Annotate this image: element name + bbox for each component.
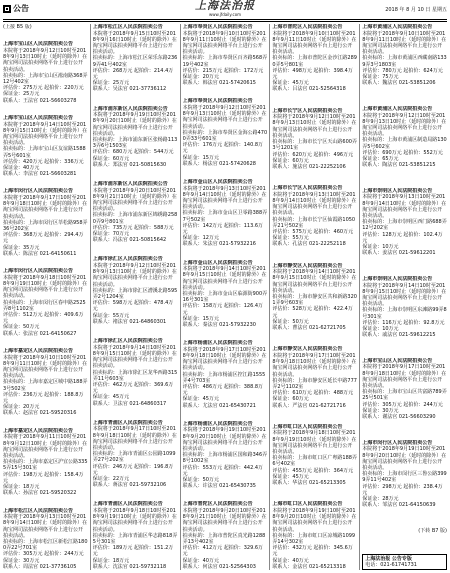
notice-title: 上海市奉贤区人民法院拍卖公告 (182, 24, 253, 30)
notice-line: 本院将于2018年9月13日10时至2018年9月14日10时止（延时的除外）在淘宝网司法拍卖网络平台上进行公开拍卖活动。 (182, 185, 267, 211)
notice-line: 保证金：20万元 (3, 404, 40, 411)
notice-line: 本院将于2018年9月19日10时至2018年9月20日10时止（延时的除外）在淘宝网司法拍卖网络平台上进行公开拍卖活动。 (182, 427, 267, 452)
notice (272, 501, 357, 570)
notice-line: 联系人：冯法官 021-50815642 (92, 237, 167, 244)
notice (272, 346, 357, 408)
notice-title: 上海市虹口区人民法院拍卖公告 (272, 501, 343, 508)
notice-line: 拍卖标的：上海市静安区延长中路777弄2号1102室 (272, 377, 357, 390)
notice (362, 358, 447, 420)
notice (183, 421, 268, 490)
notice-line: 本院将于2018年9月17日10时至2018年9月18日10时止（延时的除外）在淘宝网司法拍卖网络平台上进行公开拍卖活动。 (362, 364, 447, 390)
notice-line: 保证金：12万元 (182, 235, 219, 242)
notice-line: 评估价：486万元 起拍价：388.8万元 (182, 383, 264, 397)
notice-line: 保证金：55万元 (272, 235, 309, 242)
notice-line: 保证金：50万元 (272, 318, 309, 325)
notice-columns (3, 24, 447, 570)
notice (3, 115, 88, 177)
notice-title: 上海市长宁区人民法院拍卖公告 (272, 185, 343, 192)
notice-line: 评估价：432万元 起拍价：345.6万元 (272, 545, 353, 558)
notice-line: 本院将于2018年9月19日10时至2018年9月20日10时止（延时的除外）在淘宝网司法拍卖网络平台上进行公开拍卖活动。 (92, 112, 177, 137)
notice-line: 本院将于2018年9月12日10时至2018年9月13日10时止（延时的除外）在淘宝网司法拍卖网络平台上进行公开拍卖活动。 (3, 47, 88, 73)
notice (272, 108, 357, 170)
notice-line: 评估价：620万元 起拍价：496万元 (272, 151, 354, 158)
notice-line: 评估价：462万元 起拍价：369.6万元 (92, 381, 174, 395)
notice-line: 评估价：275万元 起拍价：220万元 (3, 85, 84, 92)
notice-line: 本院将于2018年9月11日10时至2018年9月12日10时止（延时的除外）在淘宝网司法拍卖网络平台上进行公开拍卖活动。 (3, 434, 88, 459)
notice-line: 联系人：秦法官 021-57932230 (182, 322, 256, 328)
notice-line: 保证金：55万元 (92, 312, 130, 319)
notice-line: 联系人：陶法官 021-53851215 (362, 162, 436, 169)
notice-line: 保证金：40万元 (272, 557, 309, 564)
notice-line: 本院将于2018年9月17日10时至2018年9月18日10时止（延时的除外）在淘宝网司法拍卖网络平台上进行公开拍卖活动。 (182, 346, 267, 372)
notice-line: 拍卖标的：上海市闵行区三鲁公路3999弄11号402室 (362, 471, 447, 484)
notice-line: 拍卖标的：上海市青浦区公园路1099弄27号202室 (92, 451, 176, 464)
notice-line: 保证金：15万元 (182, 315, 219, 322)
notice-line: 拍卖标的：上海市杨浦区国和路346弄8号1002室 (182, 452, 268, 465)
notice-line: 评估价：116万元 起拍价：92.8万元 (362, 319, 445, 326)
notice-title: 上海市奉贤区人民法院拍卖公告 (182, 98, 253, 105)
notice (93, 24, 178, 93)
notice-line: 拍卖标的：上海市虹口区凉城路1099弄14号302室 (272, 532, 356, 545)
notice-line: 保证金：45万元 (182, 396, 219, 403)
notice-line: 评估价：575万元 起拍价：460万元 (272, 228, 354, 235)
notice (362, 188, 447, 257)
notice-title: 上海市宝山区人民法院拍卖公告 (3, 114, 74, 121)
notice (272, 24, 357, 93)
notice-line: 拍卖标的：上海市宝山区淞南路368弄12号402室 (3, 72, 88, 85)
notice-line: 拍卖标的：上海市宝山区共富路789弄25号501室 (362, 389, 447, 402)
notice-line: 拍卖标的：上海市宝山区友谊路1588弄5号601室 (3, 146, 86, 159)
notice-line: 保证金：35万元 (3, 244, 40, 251)
notice-line: 联系人：张法官 021-64150627 (3, 330, 77, 337)
notice-line: 联系人：邹法官 021-64150639 (362, 502, 436, 509)
notice-line: 拍卖标的：上海市普陀区真光路1288弄13号402室 (182, 532, 266, 545)
notice-line: 保证金：18万元 (3, 483, 40, 490)
notice (93, 338, 178, 407)
notice-title: 上海市黄浦区人民法院拍卖公告 (362, 24, 433, 30)
notice-line: 拍卖标的：上海市青浦区华志路818弄5号301室 (92, 532, 178, 545)
notice-line: 拍卖标的：上海市徐汇区龙华西路315弄11号603室 (92, 369, 178, 382)
notice-line: 拍卖标的：上海市徐汇区漕溪北路595弄2号1204室 (92, 287, 178, 301)
notice-line: 保证金：40万元 (182, 557, 219, 564)
notice-line: 本院将于2018年9月18日10时至2018年9月19日10时止（延时的除外）在淘宝网司法拍卖网络平台上进行公开拍卖活动。 (3, 274, 88, 300)
notice-title: 上海市闵行区人民法院拍卖公告 (3, 188, 74, 195)
notice-line: 联系人：严法官 021-62721716 (272, 402, 346, 409)
notice-title: 上海市松江区人民法院拍卖公告 (92, 24, 163, 30)
notice-line: 拍卖标的：上海市浦东新区锦绣路2580弄9号801室 (92, 212, 178, 225)
notice-title: 上海市黄浦区人民法院拍卖公告 (362, 105, 433, 112)
notice-line: 联系人：蒋法官 021-59732106 (92, 482, 167, 489)
notice-line: 本院将于2018年9月17日10时至2018年9月18日10时止（延时的除外）在淘宝网司法拍卖网络平台上进行公开拍卖活动。 (92, 426, 177, 451)
notice-line: 联系人：吕法官 021-52564318 (272, 86, 346, 93)
notice-line: 本院将于2018年9月10日10时至2018年9月11日10时止（延时的除外）在淘宝网司法拍卖网络平台上进行公开拍卖活动。 (3, 354, 88, 380)
notice (183, 98, 268, 167)
notice-line: 联系人：周法官 021-37736105 (3, 563, 77, 570)
notice-title: 上海市普陀区人民法院拍卖公告 (182, 501, 253, 508)
notice-line: 保证金：65万元 (362, 155, 399, 162)
notice (3, 41, 88, 103)
notice-line: 本院将于2018年9月20日10时至2018年9月21日10时止（延时的除外）在淘宝网司法拍卖网络平台上进行公开拍卖活动。 (92, 187, 177, 213)
notice-line: 拍卖标的：上海市黄浦区西藏南路1339弄3号1803室 (362, 55, 447, 68)
notice-line: 本院将于2018年9月19日10时至2018年9月20日10时止（延时的除外）在淘宝网司法拍卖网络平台上进行公开拍卖活动。 (362, 446, 447, 471)
notice-line: 保证金：28万元 (362, 495, 399, 502)
notice-line: 联系人：魏法官 021-53851206 (362, 80, 436, 87)
notice-title: 上海市金山区人民法院拍卖公告 (182, 178, 253, 185)
notice-line: 保证金：70万元 (92, 231, 130, 238)
notice-line: 保证金：22万元 (92, 475, 130, 482)
notice-line: 评估价：128万元 起拍价：102.4万元 (362, 231, 443, 244)
notice-line: 联系人：陈法官 021-64150611 (3, 250, 77, 257)
notice-line: 本院将于2018年9月12日10时至2018年9月13日10时止（延时的除外）在淘宝网司法拍卖网络平台上进行公开拍卖活动。 (272, 114, 357, 139)
notice-line: 拍卖标的：上海市杨浦区控江路1555弄4号703室 (182, 371, 266, 384)
notice-line: 拍卖标的：上海市长宁区仙霞路1050弄21号502室 (272, 216, 356, 229)
notice-title: 上海市徐汇区人民法院拍卖公告 (92, 256, 163, 263)
notice (183, 260, 268, 329)
contact-line: 电话：021-61741731 (365, 561, 417, 568)
notice-line: 拍卖标的：上海市金山区卫零路388弄7号502室 (182, 210, 268, 223)
issue-date: 2018 年 8 月 10 日 星期五 (385, 7, 447, 13)
notice-line: 本院将于2018年9月20日10时至2018年9月21日10时止（延时的除外）在淘宝网司法拍卖网络平台上进行公开拍卖活动。 (182, 507, 267, 533)
notice-line: 拍卖标的：上海市黄浦区制造局路130弄5号602室 (362, 137, 447, 150)
notice (3, 348, 88, 417)
notice-line: 本院将于2018年9月13日10时至2018年9月14日10时止（延时的除外）在淘宝网司法拍卖网络平台上进行公开拍卖活动。 (272, 191, 357, 217)
notice-line: 联系人：施法官 021-22252106 (272, 163, 346, 170)
notice-line: 本院将于2018年9月17日10时至2018年9月18日10时止（延时的除外）在淘宝网司法拍卖网络平台上进行公开拍卖活动。 (3, 195, 88, 220)
notice-line: 保证金：30万元 (362, 407, 399, 414)
notice-line: 拍卖标的：上海市静安区共和新路3201弄9号603室 (272, 294, 357, 307)
masthead (123, 0, 327, 17)
notice (93, 501, 178, 570)
notice-line: 本院将于2018年9月14日10时至2018年9月15日10时止（延时的除外）在淘宝网司法拍卖网络平台上进行公开拍卖活动。 (272, 269, 357, 294)
notice-title: 上海市闵行区人民法院拍卖公告 (362, 439, 433, 446)
notice-line: 联系人：吴法官 021-37736112 (92, 86, 167, 93)
notice-line: 拍卖标的：上海市奉贤区金海公路4700弄33号601室 (182, 129, 268, 142)
notice-line: 评估价：142万元 起拍价：113.6万元 (182, 222, 264, 235)
notice-line: 本院将于2018年9月10日10时至2018年9月11日10时止（延时的除外）在淘宝网司法拍卖网络平台上进行公开拍卖活动。 (272, 30, 357, 56)
notice-title: 上海市虹口区人民法院拍卖公告 (272, 423, 343, 430)
notice-title: 上海市浦东新区人民法院拍卖公告 (92, 181, 168, 188)
notice-line: 联系人：赵法官 021-59520316 (3, 410, 77, 417)
section-title: 公告 (13, 4, 29, 13)
notice-line: 评估价：412万元 起拍价：329.6万元 (182, 545, 264, 558)
notice-line: 联系人：金法官 021-65213318 (272, 563, 346, 570)
notice-line: 评估价：198万元 起拍价：158.4万元 (3, 471, 84, 484)
notice-line: 评估价：610万元 起拍价：488万元 (272, 390, 354, 397)
notice-line: 拍卖标的：上海市金山区临源街900弄16号301室 (182, 290, 268, 304)
notice-line: 拍卖标的：上海市闵行区莘松路958弄36号202室 (3, 219, 88, 233)
notice (183, 340, 268, 409)
notice-line: 拍卖标的：上海市浦东新区张杨路1133弄6号1503室 (92, 137, 178, 150)
notice-line: 联系人：姜法官 021-59612201 (362, 250, 436, 257)
notice-line: 保证金：15万元 (182, 154, 219, 161)
notice-line: 联系人：孔法官 021-22252118 (272, 241, 346, 248)
notice (3, 428, 88, 497)
notice-line: 评估价：780万元 起拍价：624万元 (362, 67, 443, 74)
notice-line: 本院将于2018年9月12日10时至2018年9月13日10时止（延时的除外）在淘宝网司法拍卖网络平台上进行公开拍卖活动。 (92, 263, 177, 288)
notice-line: 评估价：420万元 起拍价：336万元 (3, 158, 84, 165)
notice-line: 拍卖标的：上海市松江区新松江路1800弄22号701室 (3, 538, 88, 552)
notice (272, 424, 357, 486)
notice (272, 185, 357, 247)
notice-title: 上海市崇明区人民法院拍卖公告 (362, 187, 433, 194)
notice-line: 联系人：褚法官 021-64860301 (92, 318, 167, 325)
notice-title: 上海市宝山区人民法院拍卖公告 (3, 41, 74, 48)
column-3 (180, 24, 270, 570)
notice (3, 188, 88, 257)
notice-line: 联系人：卫法官 021-64860317 (92, 400, 167, 407)
section-block-icon (3, 5, 11, 13)
notice-line: 保证金：10万元 (362, 325, 399, 332)
notice-line: 评估价：498万元 起拍价：398.4万元 (272, 67, 353, 81)
notice-line: 拍卖标的：上海市普陀区金沙江路2890弄5号801室 (272, 55, 357, 68)
notice-line: 本院将于2018年9月17日10时至2018年9月18日10时止（延时的除外）在淘宝网司法拍卖网络平台上进行公开拍卖活动。 (272, 352, 357, 378)
notice-line: 联系人：朱法官 021-57932216 (182, 241, 256, 248)
notice-title: 上海市青浦区人民法院拍卖公告 (92, 501, 163, 508)
notice-line: 联系人：许法官 021-65430735 (182, 483, 256, 490)
notice-line: 评估价：246万元 起拍价：196.8万元 (92, 463, 174, 476)
notice-line: 拍卖标的：上海市长宁区天山路600弄3号1201室 (272, 139, 357, 152)
notice-line: 评估价：305万元 起拍价：244万元 (362, 401, 443, 408)
notice-line: 保证金：60万元 (92, 155, 130, 162)
notice (362, 24, 447, 86)
notice-line: 评估价：553万元 起拍价：442.4万元 (182, 464, 264, 477)
notice-title: 上海市嘉定区人民法院拍卖公告 (3, 348, 74, 354)
page-header (3, 0, 447, 20)
notice (362, 440, 447, 509)
notice-line: 评估价：236万元 起拍价：188.8万元 (3, 391, 84, 405)
notice-line: 联系人：谢法官 021-56603290 (362, 414, 436, 421)
section-label (3, 4, 29, 13)
notice-line: 联系人：王法官 021-56603278 (3, 97, 77, 104)
contact-box (362, 554, 447, 570)
notice-line: 评估价：215万元 起拍价：172万元 (182, 67, 264, 74)
notice-line: 评估价：512万元 起拍价：409.6万元 (3, 312, 84, 325)
notice-line: 评估价：455万元 起拍价：364万元 (272, 467, 354, 474)
notice-line: 本院将于2018年9月19日10时至2018年9月20日10时止（延时的除外）在淘宝网司法拍卖网络平台上进行公开拍卖活动。 (272, 507, 357, 533)
column-4 (269, 24, 359, 570)
notice-line: 保证金：45万元 (272, 473, 309, 480)
notice-line: 本院将于2018年9月13日10时至2018年9月14日10时止（延时的除外）在淘宝网司法拍卖网络平台上进行公开拍卖活动。 (3, 514, 88, 539)
notice (362, 106, 447, 168)
notice (183, 24, 268, 86)
notice (183, 501, 268, 570)
notice-line: 联系人：尤法官 021-65430721 (182, 402, 256, 409)
header-rule (3, 21, 447, 22)
notice-line: 本院将于2018年9月10日10时至2018年9月11日10时止（延时的除外）在淘宝网司法拍卖网络平台上进行公开拍卖活动。 (362, 30, 447, 56)
notice-title: 上海市松江区人民法院拍卖公告 (3, 507, 74, 514)
notice-line: 本院将于2018年9月13日10时至2018年9月14日10时止（延时的除外）在淘宝网司法拍卖网络平台上进行公开拍卖活动。 (362, 194, 447, 220)
notice-line: 保证金：30万元 (3, 557, 40, 564)
notice (362, 276, 447, 338)
notice (3, 268, 88, 337)
notice-line: 评估价：368万元 起拍价：294.4万元 (3, 232, 84, 245)
notice-line: 评估价：680万元 起拍价：544万元 (92, 149, 174, 156)
notice-line: 联系人：郑法官 021-50815630 (92, 161, 167, 168)
notice-line: 联系人：何法官 021-52564303 (182, 563, 256, 570)
notice-line: 评估价：735万元 起拍价：588万元 (92, 224, 174, 231)
notice-line: 本院将于2018年9月18日10时至2018年9月19日10时止（延时的除外）在淘宝网司法拍卖网络平台上进行公开拍卖活动。 (272, 430, 357, 456)
notice-title: 上海市杨浦区人民法院拍卖公告 (182, 340, 253, 347)
notice-line: 保证金：25万元 (92, 80, 130, 87)
notice-line: 本院将于2018年9月12日10时至2018年9月13日10时止（延时的除外）在淘宝网司法拍卖网络平台上进行公开拍卖活动。 (362, 112, 447, 138)
notice-line: 评估价：298万元 起拍价：238.4万元 (362, 483, 443, 496)
notice (183, 179, 268, 248)
notice-line: 保证金：60万元 (272, 157, 309, 164)
notice-line: 拍卖标的：上海市闵行区春申路2525弄8号1102室 (3, 299, 86, 312)
notice-line: 拍卖标的：上海市虹口区广粤路188弄6号402室 (272, 455, 357, 468)
notice-line: 评估价：305万元 起拍价：244万元 (3, 551, 84, 558)
notice-line: 保证金：50万元 (3, 324, 40, 331)
notice-line: 联系人：曹法官 021-62721705 (272, 325, 346, 332)
notice-line: 保证金：45万元 (272, 80, 309, 87)
notice-line: 联系人：戚法官 021-59612215 (362, 332, 436, 339)
column-1 (3, 24, 90, 570)
notice (93, 106, 178, 168)
notice (272, 263, 357, 332)
notice-line: 本院将于2018年9月15日10时至2018年9月16日10时止（延时的除外）在淘宝网司法拍卖网络平台上进行公开拍卖活动。 (92, 30, 177, 56)
notice-line: 保证金：10万元 (362, 244, 399, 251)
notice-line: 保证金：75万元 (362, 74, 399, 81)
notice-line: 评估价：598万元 起拍价：478.4万元 (92, 300, 174, 313)
notice-title: 上海市青浦区人民法院拍卖公告 (92, 419, 163, 426)
continued-from-note: (上接 B5 版) (3, 24, 32, 30)
notice-title: 上海市金山区人民法院拍卖公告 (182, 259, 253, 266)
notice-line: 本院将于2018年9月14日10时至2018年9月15日10时止（延时的除外）在淘宝网司法拍卖网络平台上进行公开拍卖活动。 (92, 344, 177, 370)
notice-line: 联系人：韩法官 021-57420615 (182, 80, 256, 87)
notice-title: 上海市徐汇区人民法院拍卖公告 (92, 338, 163, 345)
notice-line: 保证金：25万元 (3, 91, 40, 98)
notice-line: 保证金：50万元 (182, 476, 219, 483)
notice-line: 拍卖标的：上海市松江区荣乐东路2369弄41号402室 (92, 55, 178, 68)
notice-line: 本院将于2018年9月14日10时至2018年9月15日10时止（延时的除外）在淘宝网司法拍卖网络平台上进行公开拍卖活动。 (182, 266, 267, 291)
notice-line: 联系人：沈法官 021-59732118 (92, 563, 167, 570)
notice-line: 评估价：189万元 起拍价：151.2万元 (92, 545, 174, 558)
notice-line: 联系人：华法官 021-65213305 (272, 480, 346, 487)
notice (93, 181, 178, 243)
notice-line: 拍卖标的：上海市崇明区西门路688弄12号202室 (362, 219, 447, 232)
notice-title: 上海市崇明区人民法院拍卖公告 (362, 275, 433, 282)
notice-title: 上海市闵行区人民法院拍卖公告 (3, 268, 74, 275)
notice-line: 联系人：李法官 021-56603281 (3, 171, 77, 178)
notice-line: 本院将于2018年9月10日10时至2018年9月11日10时止（延时的除外）在淘宝网司法拍卖网络平台上进行公开拍卖活动。 (182, 30, 267, 56)
notice-line: 拍卖标的：上海市嘉定区沪宜公路3355弄15号301室 (3, 459, 88, 472)
notice-line: 保证金：20万元 (182, 74, 219, 81)
notice-title: 上海市宝山区人民法院拍卖公告 (362, 357, 433, 364)
notice-line: 本院将于2018年9月14日10时至2018年9月15日10时止（延时的除外）在淘宝网司法拍卖网络平台上进行公开拍卖活动。 (362, 282, 447, 308)
notice-line: 联系人：杨法官 021-57420628 (182, 160, 256, 167)
notice-title: 上海市静安区人民法院拍卖公告 (272, 346, 343, 353)
notice (93, 420, 178, 489)
notice-line: 联系人：孙法官 021-59520322 (3, 490, 77, 497)
notice-title: 上海市长宁区人民法院拍卖公告 (272, 107, 343, 114)
notice (3, 508, 88, 570)
notice-line: 评估价：690万元 起拍价：552万元 (362, 149, 443, 156)
notice-line: 评估价：158万元 起拍价：126.4万元 (182, 303, 264, 316)
notice-line: 保证金：18万元 (92, 557, 130, 564)
notice-line: 拍卖标的：上海市崇明区东滩路99弄8号301室 (362, 307, 447, 320)
column-5 (359, 24, 447, 570)
notice-line: 本院将于2018年9月14日10时至2018年9月15日10时止（延时的除外）在淘宝网司法拍卖网络平台上进行公开拍卖活动。 (3, 121, 88, 147)
notice-title: 上海市静安区人民法院拍卖公告 (272, 262, 343, 269)
column-2 (90, 24, 180, 570)
notice-line: 本院将于2018年9月12日10时至2018年9月13日10时止（延时的除外）在淘宝网司法拍卖网络平台上进行公开拍卖活动。 (182, 104, 267, 130)
notice-title: 上海市嘉定区人民法院拍卖公告 (3, 427, 74, 434)
notice-title: 上海市浦东新区人民法院拍卖公告 (92, 105, 168, 112)
notice-line: 本院将于2018年9月18日10时至2018年9月19日10时止（延时的除外）在淘宝网司法拍卖网络平台上进行公开拍卖活动。 (92, 507, 177, 533)
notice-line: 拍卖标的：上海市奉贤区百齐路568弄19号402室 (182, 55, 268, 68)
notice-line: 评估价：268万元 起拍价：214.4万元 (92, 67, 174, 81)
notice-line: 评估价：176万元 起拍价：140.8万元 (182, 142, 264, 155)
notice-line: 评估价：528万元 起拍价：422.4万元 (272, 306, 353, 319)
notice-line: 保证金：60万元 (272, 396, 309, 403)
notice-title: 上海市杨浦区人民法院拍卖公告 (182, 420, 253, 427)
masthead-website: www.jfdaily.com (208, 12, 242, 17)
contact-line: 上海法治报 公告专版 (365, 555, 412, 562)
notice (93, 256, 178, 325)
masthead-title: 上海法治报 (195, 0, 255, 12)
notice-line: 拍卖标的：上海市嘉定区城中路188弄3号502室 (3, 379, 88, 392)
notice-title: 上海市普陀区人民法院拍卖公告 (272, 24, 343, 30)
notice-line: 保证金：40万元 (3, 164, 40, 171)
notice-line: 保证金：45万元 (92, 394, 130, 401)
continued-to-note: (下转 B7 版) (418, 527, 447, 534)
